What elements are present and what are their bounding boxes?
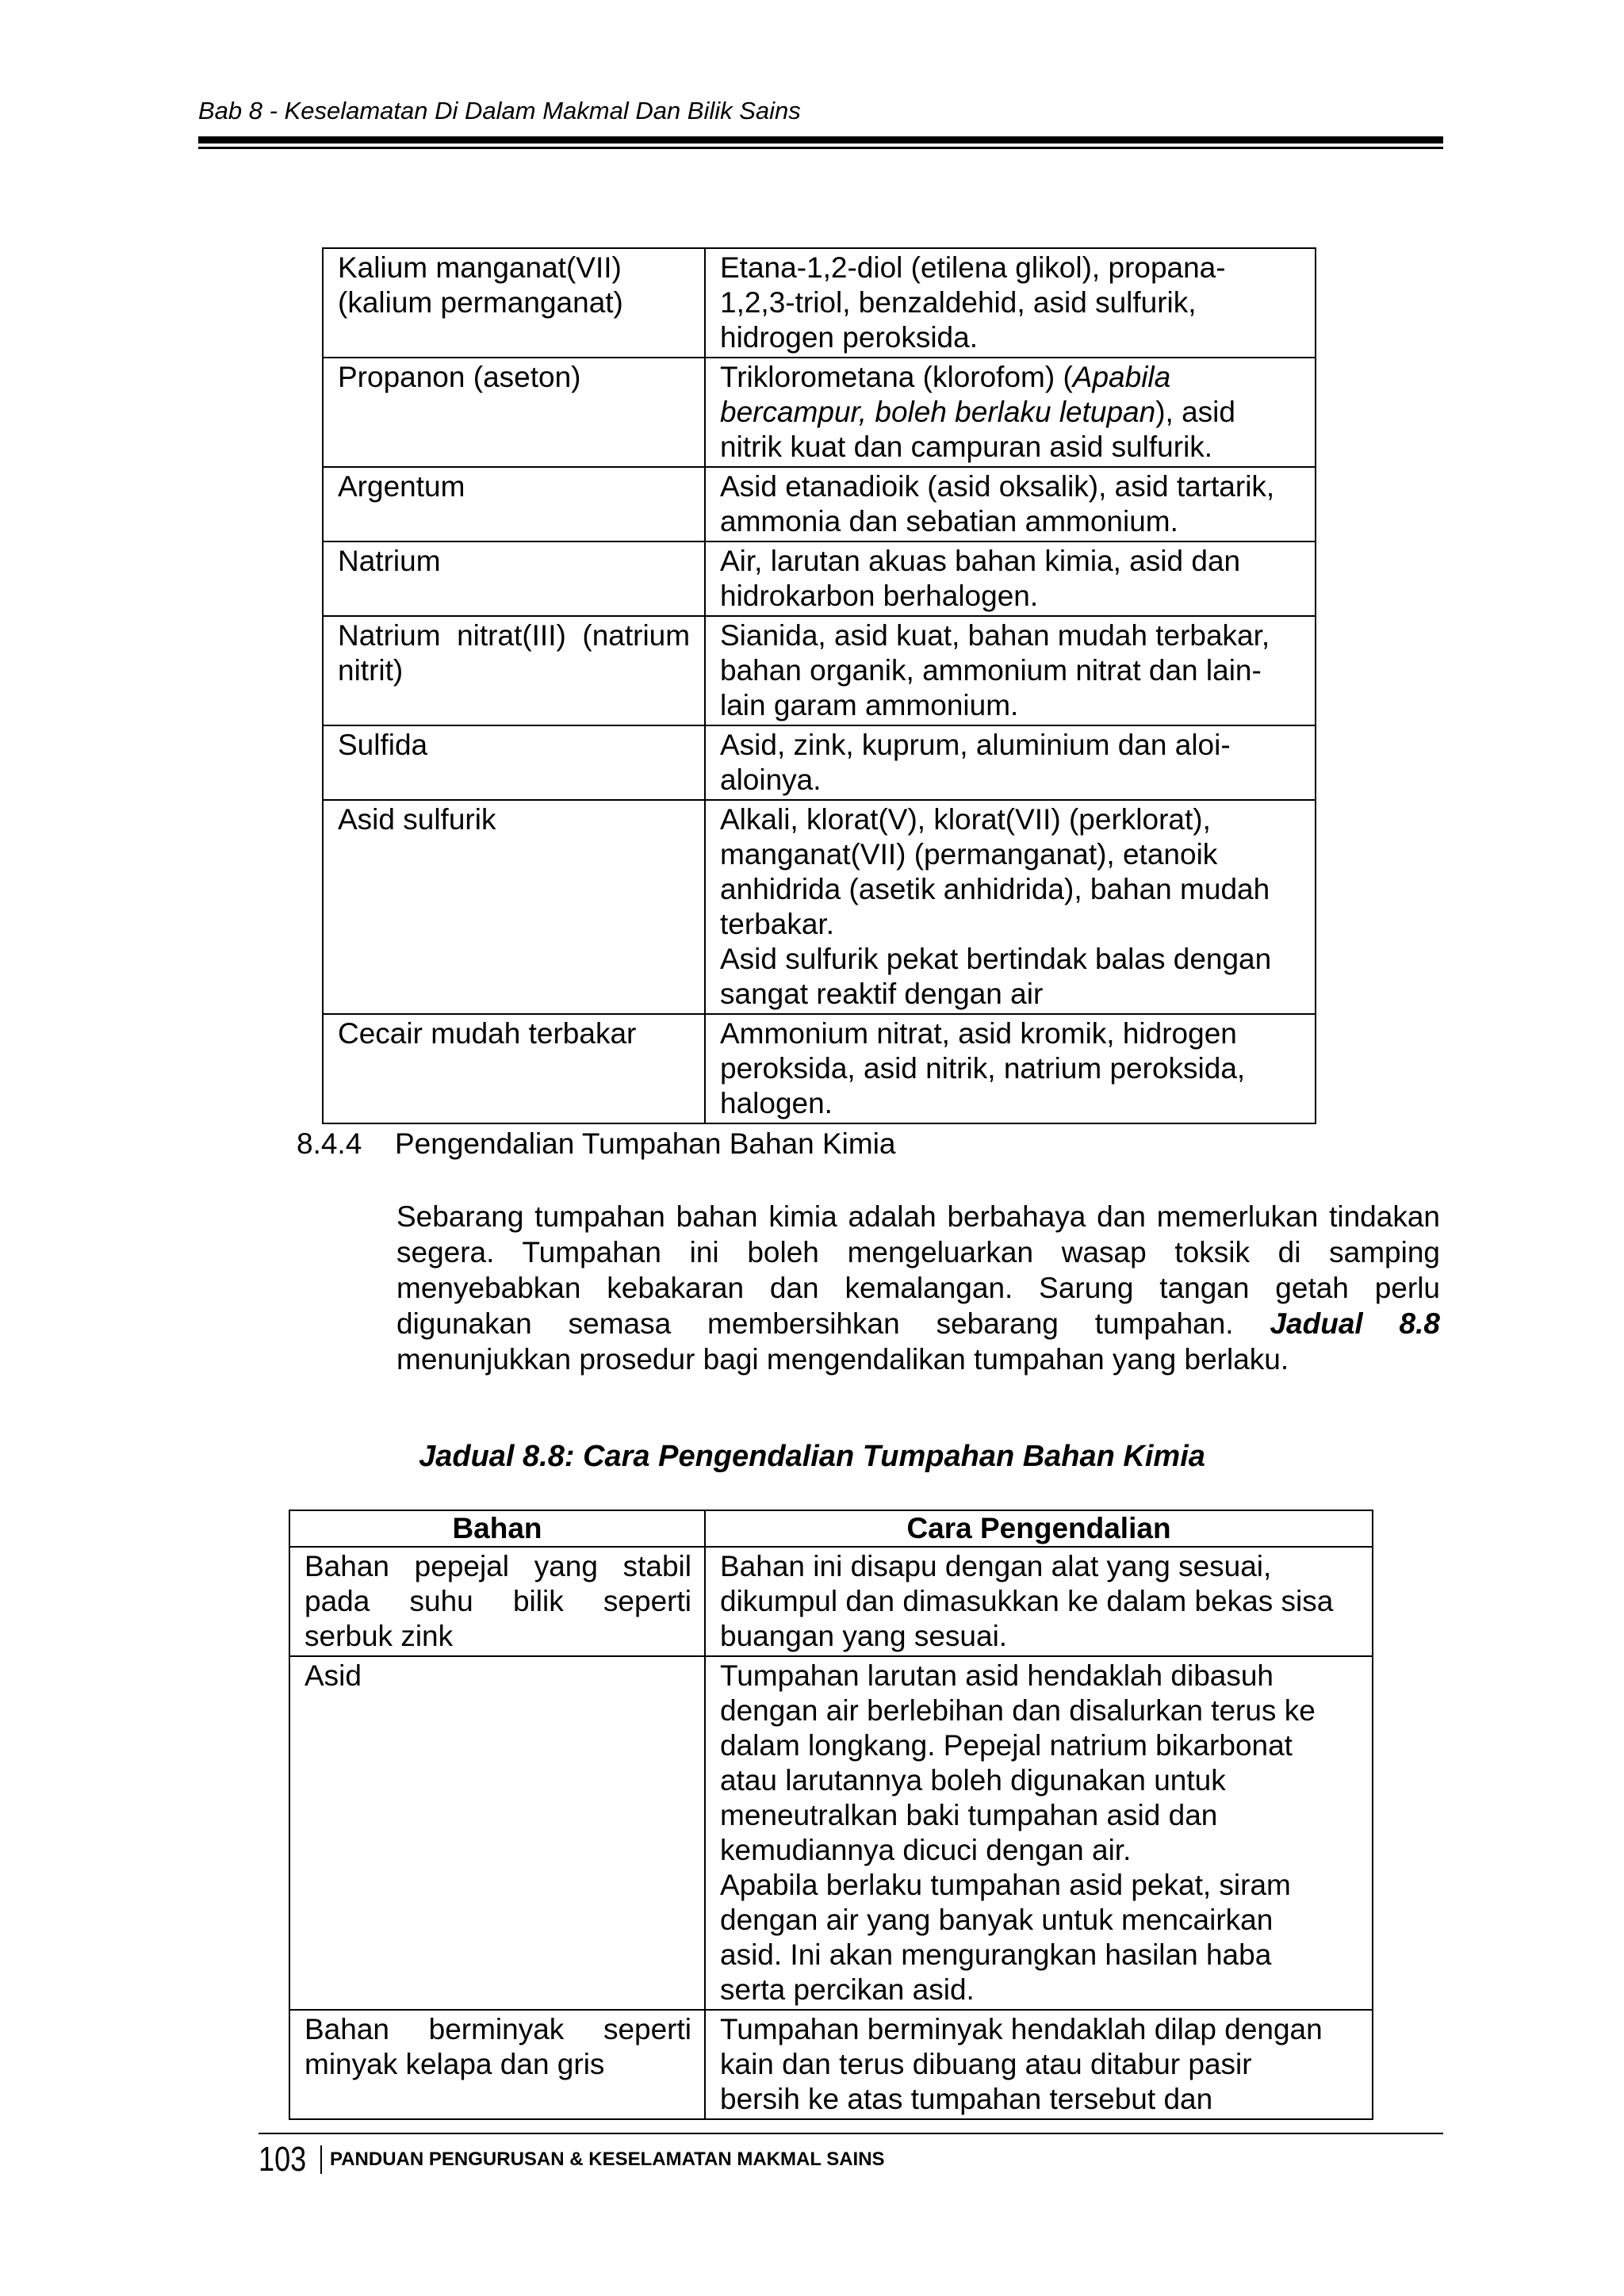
table-row bbox=[289, 1547, 1373, 1656]
section-paragraph: Sebarang tumpahan bahan kimia adalah berbahaya dan memerlukan tindakan segera. Tumpahan ini boleh mengeluarkan wasap toksik di samping menyebabkan kebakaran dan kemalangan. Sarung tangan getah perlu digunakan semasa membersihkan sebarang tumpahan. Jadual 8.8 menunjukkan prosedur bagi mengendalikan tumpahan yang berlaku. bbox=[396, 1200, 1440, 1376]
substance-cell: Cecair mudah terbakar bbox=[323, 1014, 705, 1123]
page-footer bbox=[259, 2137, 885, 2182]
material-cell: Asid bbox=[289, 1656, 705, 2010]
header-rule bbox=[198, 136, 1443, 144]
table-row bbox=[323, 616, 1316, 725]
section-title: Pengendalian Tumpahan Bahan Kimia bbox=[395, 1127, 896, 1160]
incompatible-cell: Air, larutan akuas bahan kimia, asid dan hidrokarbon berhalogen. bbox=[705, 541, 1316, 616]
page-number: 103 bbox=[259, 2140, 307, 2179]
incompatible-cell: Alkali, klorat(V), klorat(VII) (perklorat), manganat(VII) (permanganat), etanoik anhidrida (asetik anhidrida), bahan mudah terbakar. Asid sulfurik pekat bertindak balas dengan sangat reaktif dengan air bbox=[705, 800, 1316, 1014]
handling-cell: Bahan ini disapu dengan alat yang sesuai, dikumpul dan dimasukkan ke dalam bekas sisa buangan yang sesuai. bbox=[705, 1547, 1373, 1656]
table-row bbox=[323, 800, 1316, 1014]
incompatible-chemicals-table bbox=[322, 247, 1316, 1124]
substance-cell: Asid sulfurik bbox=[323, 800, 705, 1014]
substance-cell: Natrium bbox=[323, 541, 705, 616]
column-header: Cara Pengendalian bbox=[705, 1510, 1373, 1547]
table-row bbox=[289, 1656, 1373, 2010]
handling-cell: Tumpahan larutan asid hendaklah dibasuh dengan air berlebihan dan disalurkan terus ke dalam longkang. Pepejal natrium bikarbonat atau larutannya boleh digunakan untuk meneutralkan baki tumpahan asid dan kemudiannya dicuci dengan air. Apabila berlaku tumpahan asid pekat, siram dengan air yang banyak untuk mencairkan asid. Ini akan mengurangkan hasilan haba serta percikan asid. bbox=[705, 1656, 1373, 2010]
table-reference: Jadual 8.8 bbox=[1270, 1307, 1440, 1340]
incompatible-cell: Asid etanadioik (asid oksalik), asid tartarik, ammonia dan sebatian ammonium. bbox=[705, 467, 1316, 541]
table-caption: Jadual 8.8: Cara Pengendalian Tumpahan Bahan Kimia bbox=[419, 1440, 1205, 1473]
material-cell: Bahan berminyak seperti minyak kelapa dan gris bbox=[289, 2010, 705, 2119]
substance-cell: Propanon (aseton) bbox=[323, 358, 705, 467]
table-row bbox=[323, 541, 1316, 616]
table-row bbox=[323, 725, 1316, 800]
header-rule-thin bbox=[198, 147, 1443, 149]
table-row bbox=[323, 1014, 1316, 1123]
handling-cell: Tumpahan berminyak hendaklah dilap dengan kain dan terus dibuang atau ditabur pasir bersih ke atas tumpahan tersebut dan bbox=[705, 2010, 1373, 2119]
substance-cell: Natrium nitrat(III) (natrium nitrit) bbox=[323, 616, 705, 725]
column-header: Bahan bbox=[289, 1510, 705, 1547]
table-header-row bbox=[289, 1510, 1373, 1547]
section-number: 8.4.4 bbox=[297, 1127, 362, 1160]
publication-title: PANDUAN PENGURUSAN & KESELAMATAN MAKMAL SAINS bbox=[330, 2149, 885, 2170]
table-row bbox=[323, 467, 1316, 541]
incompatible-cell: Triklorometana (klorofom) (Apabila bercampur, boleh berlaku letupan), asid nitrik kuat dan campuran asid sulfurik. bbox=[705, 358, 1316, 467]
material-cell: Bahan pepejal yang stabil pada suhu bilik seperti serbuk zink bbox=[289, 1547, 705, 1656]
table-row bbox=[289, 2010, 1373, 2119]
spill-handling-table bbox=[289, 1510, 1373, 2120]
incompatible-cell: Ammonium nitrat, asid kromik, hidrogen peroksida, asid nitrik, natrium peroksida, halogen. bbox=[705, 1014, 1316, 1123]
running-header: Bab 8 - Keselamatan Di Dalam Makmal Dan Bilik Sains bbox=[198, 97, 801, 124]
section-heading bbox=[297, 1126, 896, 1162]
substance-cell: Sulfida bbox=[323, 725, 705, 800]
table-row bbox=[323, 248, 1316, 358]
footer-separator bbox=[320, 2145, 322, 2174]
substance-cell: Argentum bbox=[323, 467, 705, 541]
substance-cell: Kalium manganat(VII) (kalium permanganat) bbox=[323, 248, 705, 358]
incompatible-cell: Sianida, asid kuat, bahan mudah terbakar, bahan organik, ammonium nitrat dan lain- lain garam ammonium. bbox=[705, 616, 1316, 725]
incompatible-cell: Asid, zink, kuprum, aluminium dan aloi- aloinya. bbox=[705, 725, 1316, 800]
table-row bbox=[323, 358, 1316, 467]
footer-rule bbox=[259, 2133, 1443, 2134]
incompatible-cell: Etana-1,2-diol (etilena glikol), propana- 1,2,3-triol, benzaldehid, asid sulfurik, hidrogen peroksida. bbox=[705, 248, 1316, 358]
